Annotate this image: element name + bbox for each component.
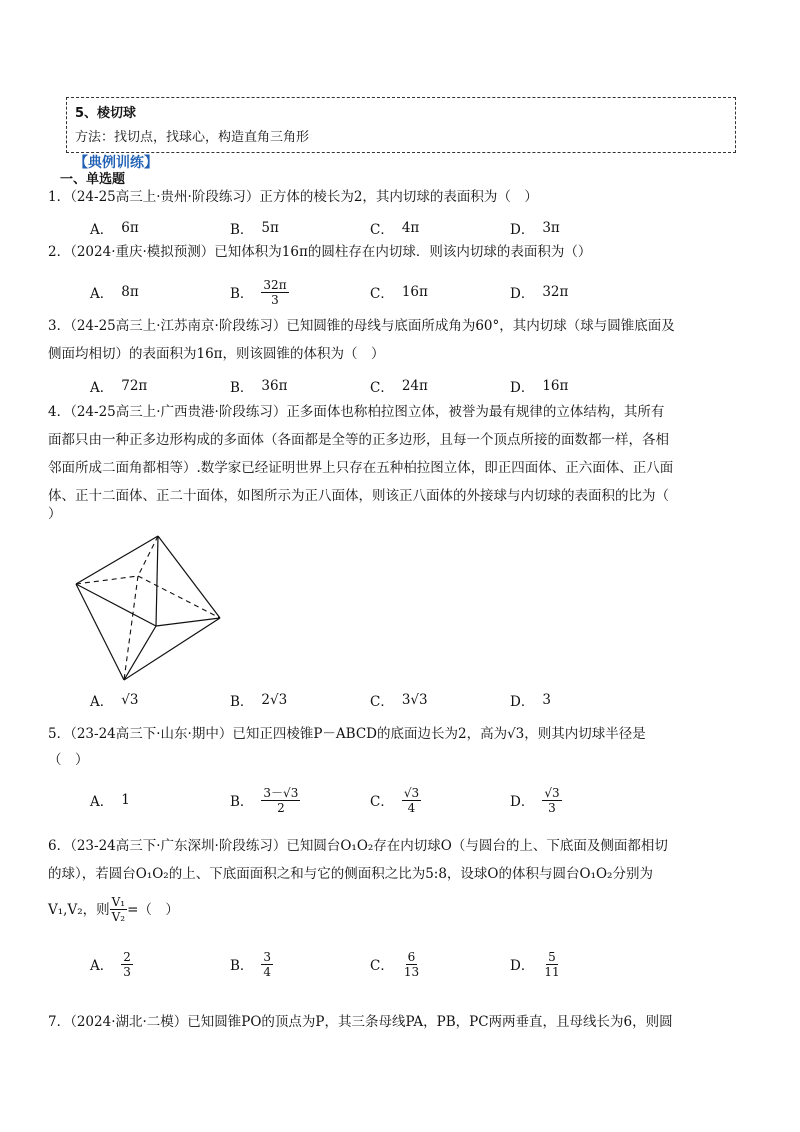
q5-stem-line2: （ ） xyxy=(48,752,89,768)
q2-option-c[interactable]: C． 16π xyxy=(370,284,428,302)
edge xyxy=(124,618,220,680)
q6-stem-line1: 6．（23-24高三下·广东深圳·阶段练习）已知圆台O₁O₂存在内切球O（与圆台的上、下底面及侧面都相切 xyxy=(48,838,668,854)
section-title: 【典例训练】 xyxy=(74,155,158,171)
q6-option-a[interactable]: A． $\frac{2}{3}$ xyxy=(90,949,131,979)
q4-stem-line1: 4．（24-25高三上·广西贵港·阶段练习）正多面体也称柏拉图立体，被誉为最有规律的立体结构，其所有 xyxy=(48,404,665,420)
q6-option-a-fraction: $\frac{2}{3}$ xyxy=(123,949,131,979)
q2-option-d[interactable]: D． 32π xyxy=(510,284,569,302)
q6-option-d[interactable]: D． $\frac{5}{11}$ xyxy=(510,949,560,979)
q2-options xyxy=(90,272,730,312)
q3-stem-line1: 3．（24-25高三上·江苏南京·阶段练习）已知圆锥的母线与底面所成角为60°，其内切球（球与圆锥底面及 xyxy=(48,318,675,334)
edge xyxy=(76,536,158,584)
q6-stem-line2: 的球），若圆台O₁O₂的上、下底面面积之和与它的侧面积之比为5:8，设球O的体积与圆台O₁O₂分别为 xyxy=(48,866,653,882)
q4-option-d[interactable]: D． 3 xyxy=(510,692,551,710)
q6-option-c-fraction: $\frac{6}{13}$ xyxy=(403,949,420,979)
hidden-edge xyxy=(124,576,138,680)
q6-option-b[interactable]: B． $\frac{3}{4}$ xyxy=(230,949,272,979)
q4-option-b[interactable]: B． 2√3 xyxy=(230,692,288,710)
q1-option-c[interactable]: C． 4π xyxy=(370,220,420,238)
q3-option-c[interactable]: C． 24π xyxy=(370,378,428,396)
q1-option-d[interactable]: D． 3π xyxy=(510,220,560,238)
edge xyxy=(124,626,156,680)
q1-stem: 1．（24-25高三上·贵州·阶段练习）正方体的棱长为2，其内切球的表面积为（ ） xyxy=(48,189,538,205)
q5-option-d[interactable]: D． $\frac{√3}{3}$ xyxy=(510,785,560,815)
hidden-edge xyxy=(76,576,138,584)
q5-option-d-fraction: $\frac{√3}{3}$ xyxy=(544,785,560,815)
q5-option-a[interactable]: A． 1 xyxy=(90,792,130,810)
q1-option-b[interactable]: B． 5π xyxy=(230,220,279,238)
q6-option-c[interactable]: C． $\frac{6}{13}$ xyxy=(370,949,420,979)
q6-volume-ratio-fraction: $\frac{\text{V₁}}{\text{V₂}}$ xyxy=(111,895,126,924)
q6-option-b-fraction: $\frac{3}{4}$ xyxy=(263,949,272,979)
q5-option-c-fraction: $\frac{√3}{4}$ xyxy=(403,785,420,815)
octahedron-figure xyxy=(70,530,230,690)
q2-stem: 2．（2024·重庆·模拟预测）已知体积为16π的圆柱存在内切球．则该内切球的表面积为（） xyxy=(48,244,592,260)
q7-stem: 7．（2024·湖北·二模）已知圆锥PO的顶点为P，其三条母线PA，PB，PC两两垂直，且母线长为6，则圆 xyxy=(48,1014,673,1030)
q4-option-a[interactable]: A． √3 xyxy=(90,692,139,710)
q5-option-b-fraction: $\frac{3-√3}{2}$ xyxy=(263,785,299,815)
q5-options xyxy=(90,780,730,820)
q3-stem-line2: 侧面均相切）的表面积为16π，则该圆锥的体积为（ ） xyxy=(48,346,385,362)
hidden-edge xyxy=(138,576,220,618)
q2-option-b[interactable]: B． $\frac{32\pi}{3}$ xyxy=(230,277,287,307)
edge xyxy=(76,584,124,680)
q4-stem-line4: 体、正十二面体、正二十面体，如图所示为正八面体，则该正八面体的外接球与内切球的表面积的比为（ xyxy=(48,488,669,504)
q4-options xyxy=(90,680,730,720)
section-subtitle: 一、单选题 xyxy=(60,172,126,187)
q5-stem-line1: 5．（23-24高三下·山东·期中）已知正四棱锥P－ABCD的底面边长为2，高为√3，则其内切球半径是 xyxy=(48,726,646,742)
box-method: 方法：找切点，找球心，构造直角三角形 xyxy=(75,130,310,145)
q4-stem-line5: ） xyxy=(48,506,62,522)
q4-stem-line3: 邻面所成二面角都相等）.数学家已经证明世界上只存在五种柏拉图立体，即正四面体、正六面体、正八面 xyxy=(48,460,674,476)
q4-option-c[interactable]: C． 3√3 xyxy=(370,692,428,710)
q4-stem-line2: 面都只由一种正多边形构成的多面体（各面都是全等的正多边形，且每一个顶点所接的面数都一样，各相 xyxy=(48,432,669,448)
q1-option-a[interactable]: A． 6π xyxy=(90,220,139,238)
method-box xyxy=(66,97,736,153)
q6-option-d-fraction: $\frac{5}{11}$ xyxy=(544,949,560,979)
q5-option-b[interactable]: B． $\frac{3-√3}{2}$ xyxy=(230,785,299,815)
box-title: 5、棱切球 xyxy=(75,106,137,121)
q2-option-a[interactable]: A． 8π xyxy=(90,284,139,302)
q3-option-a[interactable]: A． 72π xyxy=(90,378,148,396)
edge xyxy=(76,584,156,626)
q3-option-b[interactable]: B． 36π xyxy=(230,378,288,396)
q5-option-c[interactable]: C． $\frac{√3}{4}$ xyxy=(370,785,420,815)
edge xyxy=(156,536,158,626)
q3-option-d[interactable]: D． 16π xyxy=(510,378,569,396)
q2-option-b-fraction: $\frac{32\pi}{3}$ xyxy=(263,277,287,307)
edge xyxy=(158,536,220,618)
q6-stem-line3: V₁,V₂，则 $\frac{\text{V₁}}{\text{V₂}}$ =（ ） xyxy=(48,895,179,924)
q6-options xyxy=(90,944,730,984)
